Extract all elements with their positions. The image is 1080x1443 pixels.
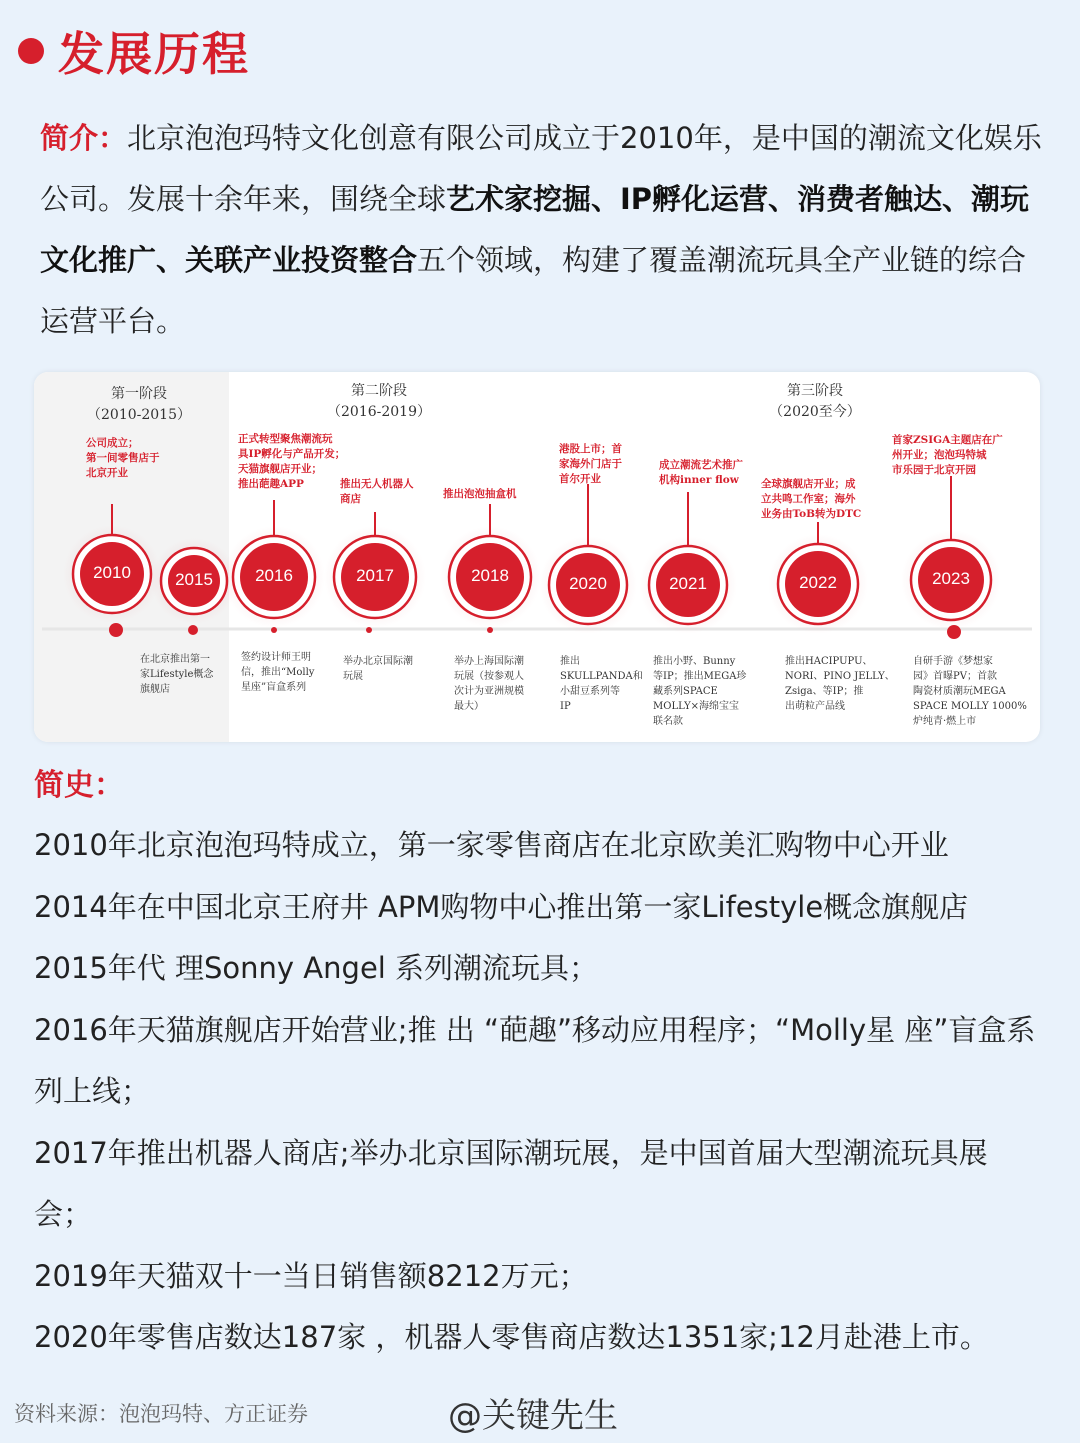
history-line: 2015年代 理Sonny Angel 系列潮流玩具； (34, 951, 599, 985)
event-top-2020: 港股上市；首 家海外门店于 首尔开业 (559, 443, 622, 485)
event-bottom-2018: 举办上海国际潮 玩展（按参观人 次计为亚洲规模 最大） (454, 656, 524, 712)
event-top-2016: 正式转型聚焦潮流玩 具IP孵化与产品开发； 天猫旗舰店开业； 推出葩趣APP (238, 433, 346, 490)
year-label-2016: 2016 (255, 566, 293, 585)
event-bottom-2022: 推出HACIPUPU、 NORI、PINO JELLY、 Zsiga、等IP；推 出萌粒产品线 (785, 656, 895, 712)
history-list (34, 815, 1044, 1369)
history-line: 2010年北京泡泡玛特成立，第一家零售商店在北京欧美汇购物中心开业 (34, 828, 949, 862)
event-bottom-2023: 自研手游《梦想家 园》首曝PV；首款 陶瓷材质潮玩MEGA SPACE MOLLY 1000% 炉纯青·燃上市 (913, 656, 1027, 727)
history-line: 2019年天猫双十一当日销售额8212万元； (34, 1258, 588, 1293)
history-line: 2014年在中国北京王府井 APM购物中心推出第一家Lifestyle概念旗舰店 (34, 889, 969, 924)
history-label: 简史： (34, 768, 124, 803)
history-line: 2017年推出机器人商店;举办北京国际潮玩展，是中国首届大型潮流玩具展会； (34, 1135, 988, 1231)
event-bottom-2020: 推出 SKULLPANDA和 小甜豆系列等 IP (560, 656, 643, 712)
event-bottom-2015: 在北京推出第一 家Lifestyle概念 旗舰店 (140, 654, 214, 695)
event-bottom-2017: 举办北京国际潮 玩展 (343, 656, 413, 682)
history-line: 2016年天猫旗舰店开始营业;推 出 “葩趣”移动应用程序；“Molly星 座”盲盒系列上线； (34, 1012, 1036, 1108)
year-dot-2016 (271, 627, 277, 633)
intro-label: 简介： (40, 121, 128, 155)
bullet-dot (18, 38, 44, 64)
year-label-2020: 2020 (569, 574, 607, 593)
event-top-2018: 推出泡泡抽盒机 (443, 488, 517, 500)
event-bottom-2016: 签约设计师王明 信，推出“Molly 星座”盲盒系列 (241, 652, 315, 693)
year-label-2021: 2021 (669, 574, 707, 593)
year-label-2023: 2023 (932, 569, 970, 588)
timeline-figure (34, 372, 1040, 742)
intro-paragraph (40, 108, 1050, 352)
year-label-2015: 2015 (175, 570, 213, 589)
stage-3: 第三阶段 （2020至今） (769, 383, 861, 420)
year-label-2010: 2010 (93, 563, 131, 582)
event-top-2023: 首家ZSIGA主题店在广 州开业；泡泡玛特城 市乐园于北京开园 (892, 434, 1003, 476)
intro-text-1: 北京泡泡玛特文化创意有限公司成立于2010年，是中国的潮流文化娱乐公司。发展十余年来，围绕全球 (40, 121, 1042, 216)
event-top-2022: 全球旗舰店开业；成 立共鸣工作室；海外 业务由ToB转为DTC (761, 478, 862, 520)
event-bottom-2021: 推出小野、Bunny 等IP；推出MEGA珍 藏系列SPACE MOLLY×海绵宝宝 联名款 (653, 656, 747, 727)
section-header (18, 18, 250, 84)
source-note: 资料来源：泡泡玛特、方正证券 (14, 1402, 308, 1426)
event-top-2017: 推出无人机器人 商店 (340, 478, 414, 505)
year-label-2022: 2022 (799, 573, 837, 592)
event-top-2010: 公司成立； 第一间零售店于 北京开业 (86, 437, 160, 479)
stage-1: 第一阶段 （2010-2015） (87, 386, 191, 423)
year-dot-2018 (487, 627, 493, 633)
history-line: 2020年零售店数达187家 ，机器人零售商店数达1351家;12月赴港上市。 (34, 1320, 989, 1354)
intro-bold: 艺术家挖掘、IP孵化运营、消费者触达、潮玩文化推广、关联产业投资整合 (40, 182, 1030, 277)
year-dot-2023 (947, 625, 961, 639)
year-label-2018: 2018 (471, 566, 509, 585)
page-title: 发展历程 (58, 27, 250, 81)
watermark: @关键先生 (448, 1396, 618, 1436)
year-dot-2017 (366, 627, 372, 633)
year-label-2017: 2017 (356, 566, 394, 585)
year-dot-2010 (109, 623, 123, 637)
year-dot-2015 (188, 625, 198, 635)
intro-text-2: 五个领域，构建了覆盖潮流玩具全产业链的综合运营平台。 (40, 243, 1027, 338)
event-top-2021: 成立潮流艺术推广 机构inner flow (659, 459, 743, 486)
stage-2: 第二阶段 （2016-2019） (327, 383, 431, 420)
